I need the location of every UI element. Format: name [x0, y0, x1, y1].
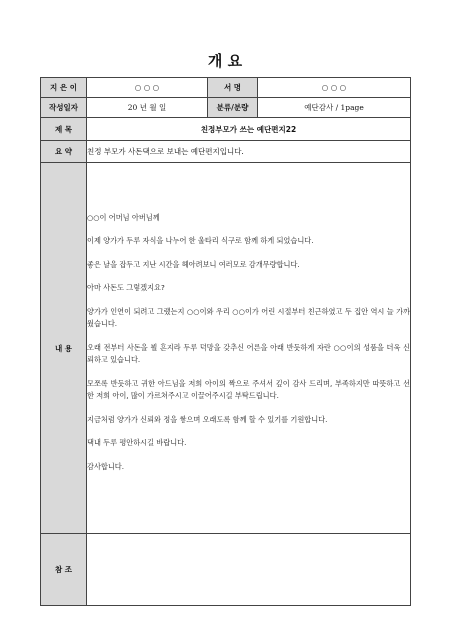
date-value: 20 년 월 일	[87, 98, 208, 118]
letter-paragraph: 감사합니다.	[87, 461, 125, 471]
subject-value: 친정부모가 쓰는 예단편지22	[87, 118, 411, 141]
author-value: ○ ○ ○	[87, 78, 208, 98]
letter-paragraph: 이제 양가가 두루 자식을 나누어 한 울타리 식구로 함께 하게 되었습니다.	[87, 236, 314, 246]
signature-value: ○ ○ ○	[258, 78, 411, 98]
letter-paragraph: 아마 사돈도 그렇겠지요?	[87, 283, 165, 293]
letter-paragraph: 댁내 두루 평안하시길 바랍니다.	[87, 438, 187, 448]
subject-label: 제 목	[41, 118, 87, 141]
letter-paragraph: 좋은 날을 잡두고 지난 시간을 헤아려보니 여러모로 감개무량합니다.	[87, 259, 300, 269]
notes-row	[41, 534, 411, 606]
content-body	[87, 163, 411, 534]
summary-label: 요 약	[41, 141, 87, 163]
letter-paragraph: 지금처럼 양가가 신뢰와 정을 쌓으며 오래도록 함께 할 수 있기를 기원합니다.	[87, 414, 328, 424]
letter-paragraph: 모쪼록 반듯하고 귀한 아드님을 저희 아이의 짝으로 주셔서 깊이 감사 드리며, 부족하지만 따뜻하고 선한 저희 아이, 많이 가르쳐주시고 이끌어주시길 부탁드립니다.	[87, 378, 410, 401]
category-label: 분류/분량	[208, 98, 258, 118]
notes-value	[87, 534, 411, 606]
letter-paragraph: ○○이 어머님 아버님께	[87, 212, 160, 222]
date-row	[41, 98, 411, 118]
summary-value: 친정 부모가 사돈댁으로 보내는 예단편지입니다.	[87, 141, 411, 163]
overview-form-table	[40, 77, 411, 606]
author-label: 지 은 이	[41, 78, 87, 98]
date-label: 작성일자	[41, 98, 87, 118]
letter-paragraph: 양가가 인연이 되려고 그랬는지 ○○이와 우리 ○○이가 어린 시절부터 친근하였고 두 집안 역시 늘 가까웠습니다.	[87, 306, 410, 329]
content-row	[41, 163, 411, 534]
summary-row	[41, 141, 411, 163]
signature-label: 서 명	[208, 78, 258, 98]
subject-row	[41, 118, 411, 141]
notes-label: 참 조	[41, 534, 87, 606]
letter-paragraph: 오래 전부터 사돈을 뵐 흔지라 두루 덕망을 갖추신 어른을 아래 반듯하게 자란 ○○이의 성품을 더욱 신뢰하고 있습니다.	[87, 342, 410, 365]
document-title: 개 요	[207, 52, 243, 70]
author-row	[41, 78, 411, 98]
category-value: 예단감사 / 1page	[258, 98, 411, 118]
content-label: 내 용	[41, 163, 87, 534]
